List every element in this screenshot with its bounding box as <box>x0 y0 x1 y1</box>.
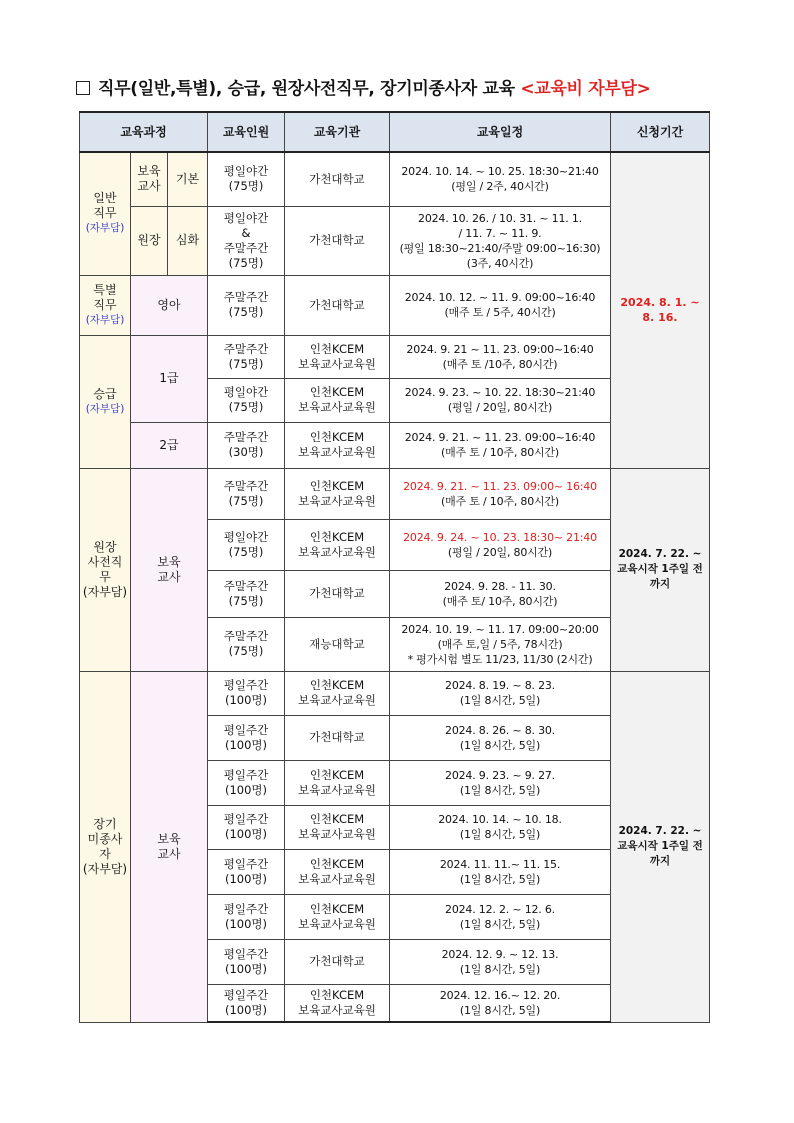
category-special: 특별 직무 (자부담) <box>80 275 131 335</box>
schedule-cell: 2024. 9. 21. ~ 11. 23. 09:00~16:40 (매주 토 / 10주, 80시간) <box>390 422 611 468</box>
institution-cell: 인천KCEM 보육교사교육원 <box>285 984 390 1022</box>
institution-cell: 인천KCEM 보육교사교육원 <box>285 894 390 939</box>
seats-cell: 평일주간 (100명) <box>208 671 285 715</box>
header-seats: 교육인원 <box>208 112 285 152</box>
schedule-cell: 2024. 9. 28. - 11. 30. (매주 토/ 10주, 80시간) <box>390 570 611 617</box>
sub-grade-2: 2급 <box>131 422 208 468</box>
schedule-cell: 2024. 10. 14. ~ 10. 18. (1일 8시간, 5일) <box>390 805 611 849</box>
table-row <box>80 468 710 519</box>
seats-cell: 평일주간 (100명) <box>208 760 285 805</box>
institution-cell: 인천KCEM 보육교사교육원 <box>285 335 390 378</box>
table-row <box>80 671 710 715</box>
schedule-cell: 2024. 10. 12. ~ 11. 9. 09:00~16:40 (매주 토 / 5주, 40시간) <box>390 275 611 335</box>
seats-cell: 주말주간 (75명) <box>208 275 285 335</box>
seats-cell: 평일주간 (100명) <box>208 715 285 760</box>
institution-cell: 재능대학교 <box>285 617 390 671</box>
period-cell-3: 2024. 7. 22. ~ 교육시작 1주일 전까지 <box>611 671 710 1022</box>
schedule-cell: 2024. 9. 21 ~ 11. 23. 09:00~16:40 (매주 토 /10주, 80시간) <box>390 335 611 378</box>
institution-cell: 인천KCEM 보육교사교육원 <box>285 519 390 570</box>
sub-grade-1: 1급 <box>131 335 208 422</box>
page-title <box>76 74 651 99</box>
institution-cell: 가천대학교 <box>285 715 390 760</box>
schedule-cell: 2024. 12. 2. ~ 12. 6. (1일 8시간, 5일) <box>390 894 611 939</box>
schedule-cell: 2024. 8. 26. ~ 8. 30. (1일 8시간, 5일) <box>390 715 611 760</box>
institution-cell: 인천KCEM 보육교사교육원 <box>285 378 390 422</box>
seats-cell: 평일주간 (100명) <box>208 984 285 1022</box>
institution-cell: 가천대학교 <box>285 275 390 335</box>
sub-basic: 기본 <box>168 152 208 206</box>
schedule-cell: 2024. 9. 23. ~ 9. 27. (1일 8시간, 5일) <box>390 760 611 805</box>
seats-cell: 평일야간 (75명) <box>208 519 285 570</box>
period-cell-1: 2024. 8. 1. ~ 8. 16. <box>611 152 710 468</box>
seats-cell: 평일야간 (75명) <box>208 378 285 422</box>
institution-cell: 가천대학교 <box>285 570 390 617</box>
seats-cell: 평일주간 (100명) <box>208 805 285 849</box>
table-row <box>80 152 710 206</box>
institution-cell: 인천KCEM 보육교사교육원 <box>285 422 390 468</box>
header-row <box>80 112 710 152</box>
sub-teacher-director: 보육 교사 <box>131 468 208 671</box>
seats-cell: 주말주간 (75명) <box>208 617 285 671</box>
seats-cell: 평일야간 (75명) <box>208 152 285 206</box>
seats-cell: 평일주간 (100명) <box>208 849 285 894</box>
institution-cell: 인천KCEM 보육교사교육원 <box>285 760 390 805</box>
schedule-cell: 2024. 8. 19. ~ 8. 23. (1일 8시간, 5일) <box>390 671 611 715</box>
sub-advanced: 심화 <box>168 206 208 275</box>
category-general: 일반 직무 (자부담) <box>80 152 131 275</box>
schedule-cell: 2024. 10. 14. ~ 10. 25. 18:30~21:40 (평일 / 2주, 40시간) <box>390 152 611 206</box>
institution-cell: 가천대학교 <box>285 152 390 206</box>
schedule-cell: 2024. 10. 26. / 10. 31. ~ 11. 1. / 11. 7. ~ 11. 9. (평일 18:30~21:40/주말 09:00~16:30) (3주, 40시간) <box>390 206 611 275</box>
schedule-cell: 2024. 9. 24. ~ 10. 23. 18:30~ 21:40 (평일 / 20일, 80시간) <box>390 519 611 570</box>
schedule-cell: 2024. 10. 19. ~ 11. 17. 09:00~20:00 (매주 토,일 / 5주, 78시간) * 평가시험 별도 11/23, 11/30 (2시간) <box>390 617 611 671</box>
institution-cell: 가천대학교 <box>285 206 390 275</box>
header-institution: 교육기관 <box>285 112 390 152</box>
title-main: 직무(일반,특별), 승급, 원장사전직무, 장기미종사자 교육 <box>98 79 515 99</box>
sub-director: 원장 <box>131 206 168 275</box>
checkbox-icon <box>76 81 90 95</box>
seats-cell: 주말주간 (75명) <box>208 468 285 519</box>
header-course: 교육과정 <box>80 112 208 152</box>
schedule-cell: 2024. 9. 23. ~ 10. 22. 18:30~21:40 (평일 / 20일, 80시간) <box>390 378 611 422</box>
title-highlight: <교육비 자부담> <box>520 79 651 99</box>
seats-cell: 평일주간 (100명) <box>208 939 285 984</box>
seats-cell: 주말주간 (30명) <box>208 422 285 468</box>
schedule-cell: 2024. 12. 9. ~ 12. 13. (1일 8시간, 5일) <box>390 939 611 984</box>
schedule-cell: 2024. 11. 11.~ 11. 15. (1일 8시간, 5일) <box>390 849 611 894</box>
period-cell-2: 2024. 7. 22. ~ 교육시작 1주일 전까지 <box>611 468 710 671</box>
institution-cell: 인천KCEM 보육교사교육원 <box>285 671 390 715</box>
institution-cell: 인천KCEM 보육교사교육원 <box>285 468 390 519</box>
sub-teacher: 보육 교사 <box>131 152 168 206</box>
category-promotion: 승급 (자부담) <box>80 335 131 468</box>
schedule-cell: 2024. 12. 16.~ 12. 20. (1일 8시간, 5일) <box>390 984 611 1022</box>
header-period: 신청기간 <box>611 112 710 152</box>
category-long-term: 장기 미종사자 (자부담) <box>80 671 131 1022</box>
seats-cell: 주말주간 (75명) <box>208 570 285 617</box>
schedule-cell: 2024. 9. 21. ~ 11. 23. 09:00~ 16:40 (매주 토 / 10주, 80시간) <box>390 468 611 519</box>
institution-cell: 인천KCEM 보육교사교육원 <box>285 849 390 894</box>
sub-teacher-longterm: 보육 교사 <box>131 671 208 1022</box>
sub-infant: 영아 <box>131 275 208 335</box>
seats-cell: 평일주간 (100명) <box>208 894 285 939</box>
category-director-pre: 원장 사전직무 (자부담) <box>80 468 131 671</box>
schedule-table <box>79 111 710 1023</box>
header-schedule: 교육일정 <box>390 112 611 152</box>
seats-cell: 평일야간 & 주말주간 (75명) <box>208 206 285 275</box>
institution-cell: 인천KCEM 보육교사교육원 <box>285 805 390 849</box>
seats-cell: 주말주간 (75명) <box>208 335 285 378</box>
institution-cell: 가천대학교 <box>285 939 390 984</box>
